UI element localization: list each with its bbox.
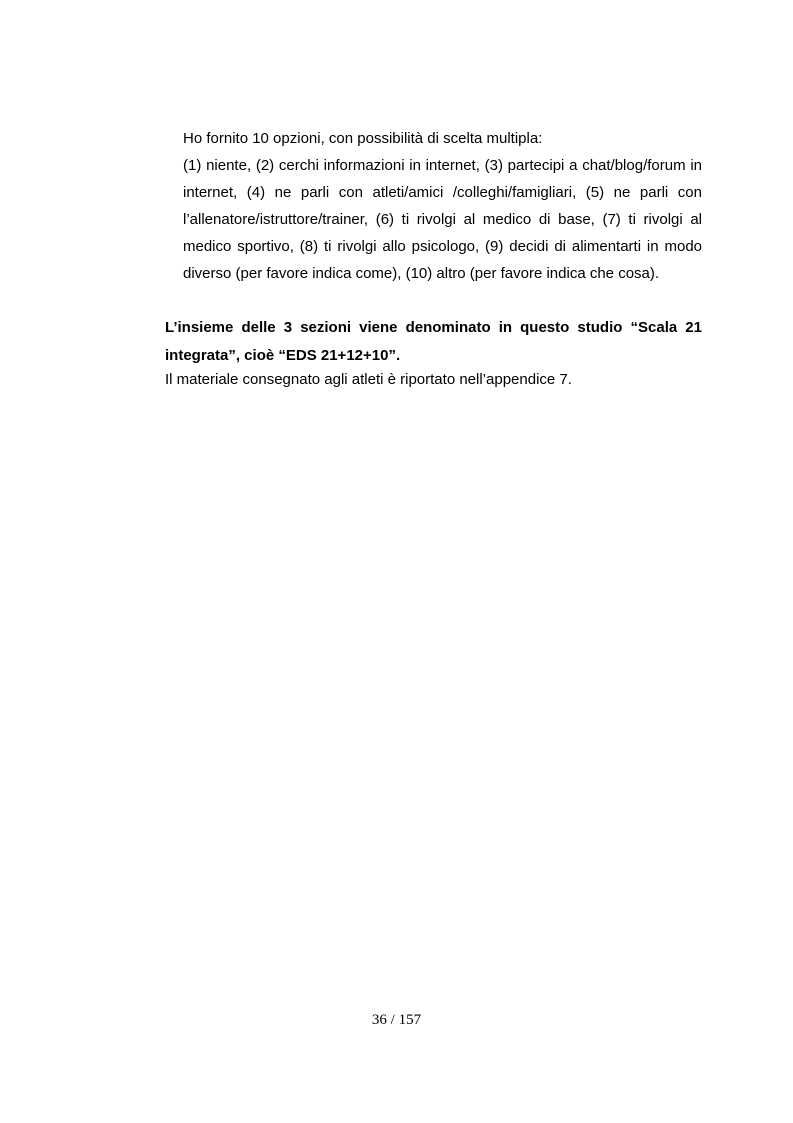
options-list: (1) niente, (2) cerchi informazioni in internet, (3) partecipi a chat/blog/forum in internet, (4) ne parli con atleti/amici /colleghi/famigliari, (5) ne parli con l’allenatore/istruttore/trainer, (6) ti rivolgi al medico di base, (7) ti rivolgi al medico sportivo, (8) ti rivolgi allo psicologo, (9) decidi di alimentarti in modo diverso (per favore indica come), (10) altro (per favore indica che cosa).: [183, 157, 702, 282]
page-number: 36 / 157: [371, 1012, 422, 1028]
scale-definition-paragraph: L’insieme delle 3 sezioni viene denominato in questo studio “Scala 21 integrata”, cioè “EDS 21+12+10”.: [165, 319, 702, 364]
appendix-note: Il materiale consegnato agli atleti è riportato nell’appendice 7.: [165, 371, 572, 388]
options-section: [183, 125, 702, 287]
options-intro: Ho fornito 10 opzioni, con possibilità di scelta multipla:: [183, 130, 543, 147]
